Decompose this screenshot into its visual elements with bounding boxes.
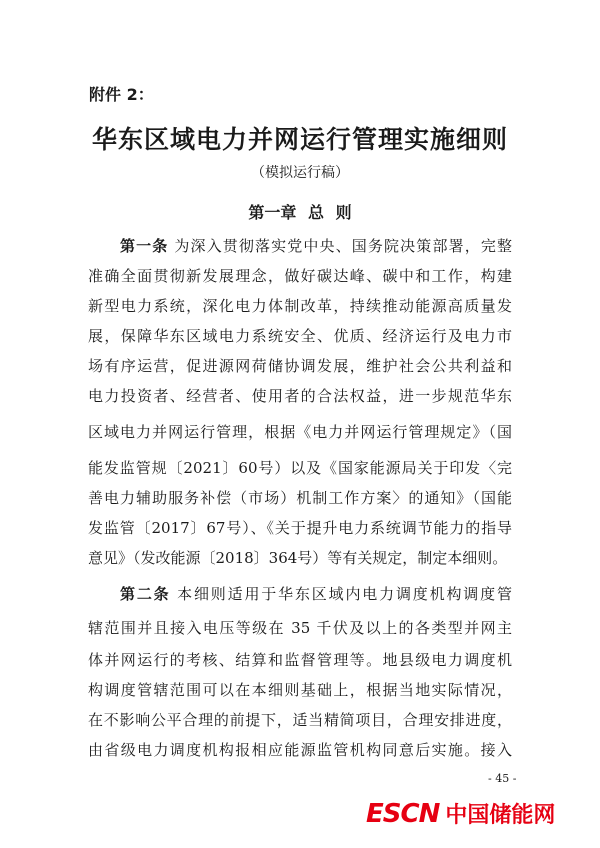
watermark-logo: ESCN (366, 798, 440, 829)
article2-line: 由省级电力调度机构报相应能源监管机构同意后实施。接入 (88, 741, 512, 759)
article1-line: 第一条 为深入贯彻落实党中央、国务院决策部署，完整 (120, 237, 512, 255)
article1-line: 发监管〔2017〕67号）、《关于提升电力系统调节能力的指导 (88, 519, 512, 537)
page-number: - 45 - (488, 772, 517, 785)
article1-line: 能发监管规〔2021〕60号）以及《国家能源局关于印发〈完 (88, 459, 512, 477)
article2-line: 在不影响公平合理的前提下，适当精简项目，合理安排进度， (88, 711, 512, 729)
article1-line: 善电力辅助服务补偿（市场）机制工作方案〉的通知》（国能 (88, 489, 512, 507)
chapter-heading: 第一章 总 则 (248, 203, 352, 222)
article2-line: 辖范围并且接入电压等级在 35 千伏及以上的各类型并网主 (88, 619, 512, 637)
article1-line: 展，保障华东区域电力系统安全、优质、经济运行及电力市 (88, 327, 512, 345)
article1-line: 场有序运营，促进源网荷储协调发展，维护社会公共利益和 (88, 357, 512, 375)
attachment-label: 附件 2： (89, 85, 154, 104)
article2-head: 第二条 (120, 585, 171, 603)
article2-line: 第二条 本细则适用于华东区域内电力调度机构调度管 (120, 585, 512, 603)
document-title: 华东区域电力并网运行管理实施细则 (91, 125, 508, 154)
article2-line: 体并网运行的考核、结算和监督管理等。地县级电力调度机 (88, 651, 512, 669)
article1-head: 第一条 (120, 237, 169, 255)
article1-line: 意见》（发改能源〔2018〕364号）等有关规定，制定本细则。 (88, 549, 508, 567)
article1-line: 电力投资者、经营者、使用者的合法权益，进一步规范华东 (88, 387, 512, 405)
article1-line: 准确全面贯彻新发展理念，做好碳达峰、碳中和工作，构建 (88, 267, 512, 285)
article1-line: 区域电力并网运行管理，根据《电力并网运行管理规定》（国 (88, 423, 512, 441)
article2-line: 构调度管辖范围可以在本细则基础上，根据当地实际情况， (88, 681, 512, 699)
document-subtitle: （模拟运行稿） (251, 165, 349, 181)
article1-line: 新型电力系统，深化电力体制改革，持续推动能源高质量发 (88, 297, 512, 315)
escn-watermark (366, 798, 555, 829)
watermark-text: 中国储能网 (445, 803, 556, 828)
